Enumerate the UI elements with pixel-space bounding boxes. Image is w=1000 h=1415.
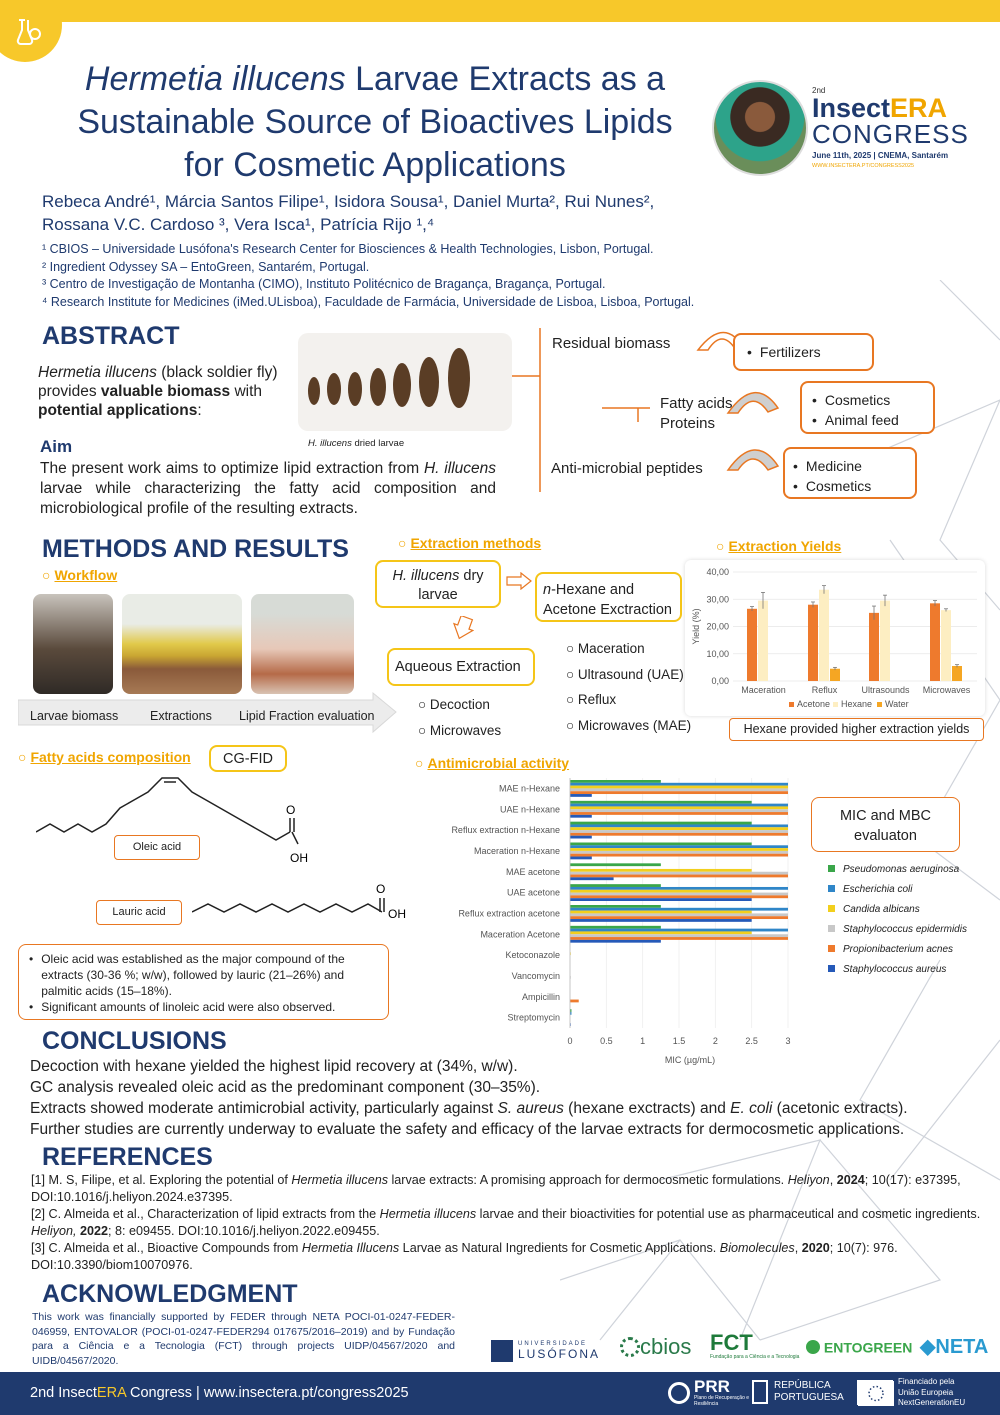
bar: [570, 872, 788, 875]
bar: [930, 603, 940, 681]
category-label: Reflux extraction acetone: [458, 908, 560, 919]
bar: [570, 783, 788, 786]
legend-label: Staphylococcus epidermidis: [843, 924, 967, 935]
bar: [819, 590, 829, 681]
legend-swatch: [877, 702, 882, 707]
bar: [570, 863, 661, 866]
solvent-methods: ○ Maceration ○ Ultrasound (UAE) ○ Reflux ○ Microwaves (MAE): [566, 641, 692, 734]
legend-label: Propionibacterium acnes: [843, 944, 954, 955]
bar: [570, 926, 661, 929]
aqueous-box: Aqueous Extraction: [387, 648, 535, 686]
bar: [570, 905, 661, 908]
x-tick-label: 0.5: [600, 1036, 613, 1046]
legend-swatch: [828, 885, 835, 892]
lauric-acid-structure: [192, 878, 422, 928]
larvae-caption: H. illucens dried larvae: [308, 438, 405, 449]
antimicrobial-title: ○ Antimicrobial activity: [415, 755, 570, 771]
bar: [570, 877, 614, 880]
bar: [570, 801, 752, 804]
category-label: Maceration n-Hexane: [473, 845, 560, 856]
bar: [570, 931, 752, 934]
workflow-step-3: Lipid Fraction evaluation: [239, 709, 375, 723]
x-tick-label: 1: [640, 1036, 646, 1046]
speaker-photo: [712, 80, 808, 176]
x-tick-label: 2.5: [745, 1036, 758, 1046]
abstract-intro: Hermetia illucens (black soldier fly) provides valuable biomass with potential applications:: [38, 364, 278, 419]
bar: [570, 895, 788, 898]
bar: [570, 836, 592, 839]
footer-text: 2nd InsectERA Congress | www.insectera.pt/congress2025: [30, 1385, 409, 1401]
arrow-down-icon: [452, 616, 474, 640]
bar: [570, 929, 788, 932]
x-tick-label: Reflux: [811, 685, 838, 695]
eu-text: Financiado pela União Europeia NextGenerationEU: [898, 1377, 966, 1407]
x-tick-label: Maceration: [741, 685, 786, 695]
cbios-logo: cbios: [620, 1333, 691, 1360]
bar: [570, 824, 788, 827]
category-label: Ampicillin: [521, 991, 560, 1002]
bar: [570, 845, 788, 848]
fatty-title: ○ Fatty acids composition: [18, 749, 191, 765]
mic-box: MIC and MBC evaluaton: [811, 797, 960, 852]
bar: [758, 601, 768, 681]
bar: [570, 804, 788, 807]
conclusions-heading: CONCLUSIONS: [42, 1027, 227, 1055]
bar: [570, 848, 788, 851]
y-tick-label: 30,00: [706, 594, 729, 605]
bar: [869, 613, 879, 681]
category-label: Reflux extraction n-Hexane: [451, 825, 560, 836]
bar: [570, 854, 788, 857]
affiliations: ¹ CBIOS – Universidade Lusófona's Research Center for Biosciences & Health Technologies, Lisbon, Portugal. ² Ingredient Odyssey SA – EntoGreen, Santarém, Portugal. ³ Centro de Investigação de Montanha (CIMO), Instituto Politécnico de Bragança, Bragança, Portugal. ⁴ Research Institute for Medicines (iMed.ULisboa), Faculdade de Farmácia, Universidade de Lisboa, Lisboa, Portugal.: [42, 242, 695, 309]
y-tick-label: 10,00: [706, 648, 729, 659]
congress-logo: 2nd InsectERA CONGRESS June 11th, 2025 | CNEMA, Santarém WWW.INSECTERA.PT/CONGRESS2025: [812, 86, 969, 169]
workflow-photo-3: [251, 594, 354, 694]
bar: [570, 827, 788, 830]
workflow-step-1: Larvae biomass: [30, 709, 119, 723]
bar: [570, 809, 788, 812]
legend-item: [828, 900, 967, 920]
republica-logo: REPÚBLICA PORTUGUESA: [752, 1380, 844, 1404]
references-heading: REFERENCES: [42, 1143, 213, 1171]
acknowledgment-heading: ACKNOWLEDGMENT: [42, 1280, 298, 1308]
legend-label: Escherichia coli: [843, 884, 913, 895]
category-label: Vancomycin: [511, 970, 560, 981]
cgfid-label: CG-FID: [209, 745, 287, 772]
bar: [570, 911, 752, 914]
bar: [570, 913, 788, 916]
legend-label: Water: [885, 699, 909, 709]
bar: [570, 806, 788, 809]
conclusions-text: Decoction with hexane yielded the highest lipid recovery at (34%, w/w). GC analysis revealed oleic acid as the predominant component (30–35%). Extracts showed moderate antimicrobial activity, particularly against S. aureus (hexane exctracts) and E. coli (acetonic extracts). Further studies are currently underway to evaluate the safety and efficacy of the larvae extracts for dermocosmetic applications.: [30, 1058, 908, 1138]
aqueous-methods: ○ Decoction ○ Microwaves: [418, 697, 502, 738]
uses-box-1: • Fertilizers: [733, 333, 874, 371]
bar: [570, 812, 788, 815]
extraction-title: ○ Extraction methods: [398, 535, 542, 551]
category-label: Ketoconazole: [505, 950, 560, 961]
bar: [941, 610, 951, 681]
category-label: MAE acetone: [505, 866, 560, 877]
bar: [570, 893, 788, 896]
x-tick-label: 2: [712, 1036, 718, 1046]
acknowledgment-text: This work was financially supported by FEDER through NETA POCI-01-0247-FEDER-046959, ENTOVALOR (POCI-01-0247-FEDER294 017675/2016–2019) and by Fundação para a Ciência e a Tecnologia (FCT) through projects UIDP/04567/2020 and UIDB/04567/2020.: [32, 1311, 455, 1367]
y-tick-label: 0,00: [711, 676, 729, 686]
yields-note: Hexane provided higher extraction yields: [729, 718, 984, 741]
legend-item: [828, 880, 967, 900]
lusofona-logo: UNIVERSIDADE LUSÓFONA: [491, 1337, 609, 1365]
neta-logo: ◆NETA: [920, 1336, 989, 1358]
branch-fatty: Fatty acids Proteins: [660, 395, 733, 432]
yields-title: ○ Extraction Yields: [716, 538, 842, 554]
methods-heading: METHODS AND RESULTS: [42, 535, 349, 563]
bar: [570, 887, 788, 890]
bar: [570, 833, 788, 836]
bar: [747, 609, 757, 681]
reference-3: [3] C. Almeida et al., Bioactive Compounds from Hermetia Illucens Larvae as Natural Ingredients for Cosmetic Applications. Biomolecules, 2020; 10(7): 976. DOI:10.3390/biom10070976.: [31, 1241, 898, 1272]
bar: [570, 794, 592, 797]
branch-peptides: Anti-microbial peptides: [551, 460, 703, 477]
eu-flag-icon: [857, 1380, 893, 1405]
y-tick-label: 20,00: [706, 621, 729, 632]
workflow-title: ○ Workflow: [42, 567, 118, 583]
y-tick-label: 40,00: [706, 567, 729, 577]
category-label: UAE acetone: [506, 887, 560, 898]
yields-chart: [685, 560, 985, 716]
bar: [880, 601, 890, 681]
legend-swatch: [828, 925, 835, 932]
bar: [570, 830, 788, 833]
entogreen-logo: ENTOGREEN: [806, 1338, 912, 1355]
uses-box-2: • Cosmetics • Animal feed: [800, 381, 935, 434]
bar: [570, 786, 788, 789]
bar: [570, 940, 661, 943]
bar: [570, 857, 592, 860]
bar: [570, 791, 788, 794]
x-tick-label: Microwaves: [922, 685, 971, 695]
poster-title: Hermetia illucens Larvae Extracts as a Sustainable Source of Bioactives Lipids for Cosmetic Applications: [77, 60, 673, 184]
bar: [570, 788, 788, 791]
bar: [952, 666, 962, 681]
legend-swatch: [833, 702, 838, 707]
bar: [570, 843, 752, 846]
arc-arrow-icon: [728, 393, 778, 413]
bar: [570, 875, 788, 878]
title-species: Hermetia illucens: [84, 60, 346, 98]
prr-logo: PRR Plano de Recuperação e Resiliência: [668, 1378, 754, 1407]
x-tick-label: 0: [567, 1036, 573, 1046]
solvent-box: n-Hexane and Acetone Exctraction: [535, 572, 682, 622]
larvae-image: [298, 333, 512, 431]
aim-text: The present work aims to optimize lipid extraction from H. illucens larvae while characterizing the fatty acid composition and microbiological profile of the resulting extracts.: [40, 460, 496, 517]
fct-logo: FCT Fundação para a Ciência e a Tecnologia: [710, 1330, 800, 1360]
legend-item: [828, 960, 967, 980]
bar: [830, 669, 840, 681]
start-box: H. illucens dry larvae: [375, 560, 501, 608]
references-list: [31, 1172, 986, 1274]
mic-chart: [410, 775, 810, 1073]
bar: [570, 851, 788, 854]
svg-text:OH: OH: [290, 851, 308, 865]
svg-text:O: O: [286, 803, 296, 817]
legend-label: Staphylococcus aureus: [843, 964, 947, 975]
bar: [570, 937, 788, 940]
bar: [570, 919, 752, 922]
y-axis-label: Yield (%): [691, 608, 701, 645]
category-label: MAE n-Hexane: [498, 783, 560, 794]
legend-label: Candida albicans: [843, 904, 920, 915]
x-tick-label: 3: [785, 1036, 791, 1046]
legend-label: Acetone: [797, 699, 831, 709]
arc-arrow-icon: [728, 450, 778, 470]
aim-heading: Aim: [40, 437, 73, 456]
legend-swatch: [789, 702, 794, 707]
x-tick-label: 1.5: [672, 1036, 686, 1046]
lauric-label: Lauric acid: [96, 900, 182, 925]
svg-text:OH: OH: [388, 907, 406, 921]
bar: [570, 916, 788, 919]
fatty-summary: • Oleic acid was established as the major compound of the extracts (30-36 %; w/w), followed by lauric (21–26%) and palmitic acids (15–18%). • Significant amounts of linoleic acid were also observed.: [18, 944, 389, 1020]
authors: Rebeca André¹, Márcia Santos Filipe¹, Isidora Sousa¹, Daniel Murta², Rui Nunes², Rossana V.C. Cardoso ³, Vera Isca¹, Patrícia Rijo ¹,⁴: [42, 192, 655, 234]
category-label: Maceration Acetone: [480, 929, 560, 940]
workflow-step-2: Extractions: [150, 709, 212, 723]
legend-swatch: [828, 905, 835, 912]
bar: [570, 869, 752, 872]
legend-item: [828, 920, 967, 940]
category-label: Streptomycin: [507, 1012, 560, 1023]
legend-swatch: [828, 865, 835, 872]
bar: [570, 780, 661, 783]
bar: [570, 890, 752, 893]
bar: [570, 898, 752, 901]
branch-residual: Residual biomass: [552, 335, 671, 352]
mic-legend: [828, 860, 967, 980]
legend-swatch: [828, 945, 835, 952]
bar: [808, 605, 818, 681]
legend-item: [828, 940, 967, 960]
x-axis-label: MIC (µg/mL): [664, 1055, 716, 1065]
bar: [570, 908, 788, 911]
reference-1: [1] M. S, Filipe, et al. Exploring the potential of Hermetia illucens larvae extracts: A promising approach for dermocosmetic formulations. Heliyon, 2024; 10(17): e37395, DOI:10.1016/j.heliyon.2024.e37395.: [31, 1173, 961, 1204]
arrow-right-icon: [506, 572, 532, 590]
legend-item: [828, 860, 967, 880]
reference-2: [2] C. Almeida et al., Characterization of lipid extracts from the Hermetia illucens larvae and their bioactivities for potential use as pharmaceutical and cosmetic ingredients. Heliyon, 2022; 8: e09455. DOI:10.1016/j.heliyon.2022.e09455.: [31, 1207, 981, 1238]
flask-icon: [16, 16, 42, 46]
uses-box-3: • Medicine • Cosmetics: [783, 447, 917, 499]
bar: [570, 934, 788, 937]
workflow-photo-1: [33, 594, 113, 694]
bar: [570, 822, 752, 825]
workflow-photo-2: [122, 594, 242, 694]
x-tick-label: Ultrasounds: [861, 685, 910, 695]
oleic-label: Oleic acid: [114, 835, 200, 860]
svg-text:O: O: [376, 882, 386, 896]
bar: [570, 884, 661, 887]
legend-swatch: [828, 965, 835, 972]
bar: [570, 815, 592, 818]
bar: [570, 1000, 579, 1003]
abstract-heading: ABSTRACT: [42, 322, 180, 350]
legend-label: Pseudomonas aeruginosa: [843, 864, 960, 875]
legend-label: Hexane: [841, 699, 873, 709]
category-label: UAE n-Hexane: [499, 804, 560, 815]
top-bar: [0, 0, 1000, 22]
